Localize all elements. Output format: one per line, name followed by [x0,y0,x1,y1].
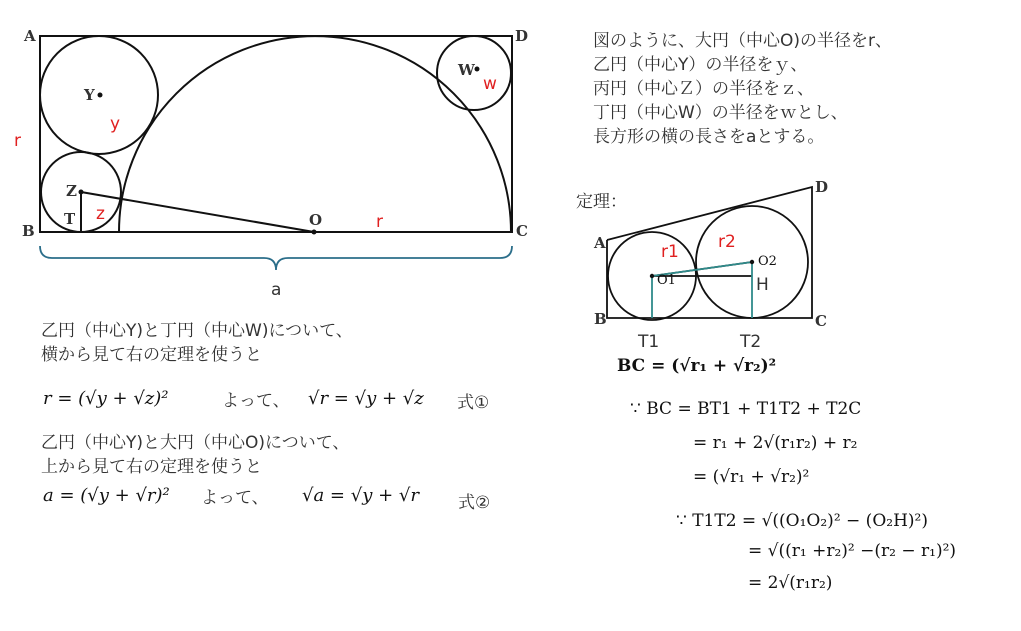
label-point-d: D [515,27,529,45]
intro-line-3: 丙円（中心Ｚ）の半径をｚ、 [593,79,814,99]
label-point-b: B [22,222,35,240]
theorem-label-t2: T2 [740,332,762,352]
equation-2-tag: 式② [458,493,491,513]
label-radius-w: w [483,74,497,94]
intro-line-5: 長方形の横の長さをaとする。 [593,127,825,147]
theorem-label-r2: r2 [718,232,736,252]
label-radius-z: z [96,204,105,224]
label-center-y: Y [84,86,95,104]
theorem-label-o1: O1 [657,273,676,288]
label-point-t: T [64,210,76,228]
theorem-label-r1: r1 [661,242,679,262]
proof-line-1: ∵ BC = BT1 + T1T2 + T2C [630,399,862,419]
theorem-point-d: D [815,178,829,196]
theorem-point-a: A [594,234,606,252]
label-width-a: a [271,280,282,300]
dot-z [79,190,84,195]
intro-line-1: 図のように、大円（中心O)の半径をr、 [593,31,893,51]
label-r-side: r [14,131,21,151]
equation-1a: r = (√y + √z)² [43,388,169,409]
theorem-title: 定理： [576,192,627,212]
intro-line-4: 丁円（中心W）の半径をｗとし、 [593,103,848,123]
equation-2a: a = (√y + √r)² [43,485,170,506]
width-brace [40,246,512,270]
theorem-label-t1: T1 [638,332,660,352]
section-2-line-2: 上から見て右の定理を使うと [41,457,262,477]
equation-1-tag: 式① [457,393,490,413]
large-semicircle [119,36,511,232]
theorem-figure [607,187,812,320]
theorem-point-c: C [815,312,827,330]
dot-o1 [650,274,654,278]
dot-y [98,93,103,98]
label-radius-r: r [376,212,383,232]
label-center-z: Z [66,182,77,200]
proof-line-3: = (√r₁ + √r₂)² [693,467,810,487]
intro-line-2: 乙円（中心Y）の半径をｙ、 [593,55,808,75]
theorem-label-o2: O2 [758,254,777,269]
theorem-formula: BC = (√r₁ + √r₂)² [617,356,777,376]
equation-2-mid: よって、 [201,488,269,508]
label-center-o: O [309,211,323,229]
equation-1b: √r = √y + √z [308,388,424,409]
section-2-line-1: 乙円（中心Y)と大円（中心O)について、 [41,433,350,453]
theorem-point-b: B [594,310,607,328]
equation-1-mid: よって、 [222,391,290,411]
dot-w [475,67,480,72]
section-1-line-1: 乙円（中心Y)と丁円（中心W)について、 [41,321,353,341]
center-dots [79,67,480,235]
proof-line-4: ∵ T1T2 = √((O₁O₂)² − (O₂H)²) [676,511,928,531]
equation-2b: √a = √y + √r [302,485,419,506]
dot-o2 [750,260,754,264]
section-1-line-2: 横から見て右の定理を使うと [41,345,262,365]
label-center-w: W [458,61,475,79]
label-radius-y: y [110,114,121,134]
proof-line-2: = r₁ + 2√(r₁r₂) + r₂ [693,433,858,453]
proof-line-5: = √((r₁ +r₂)² −(r₂ − r₁)²) [748,541,957,561]
label-point-c: C [516,222,528,240]
theorem-label-h: H [756,275,769,295]
proof-line-6: = 2√(r₁r₂) [748,573,833,593]
label-point-a: A [24,27,36,45]
